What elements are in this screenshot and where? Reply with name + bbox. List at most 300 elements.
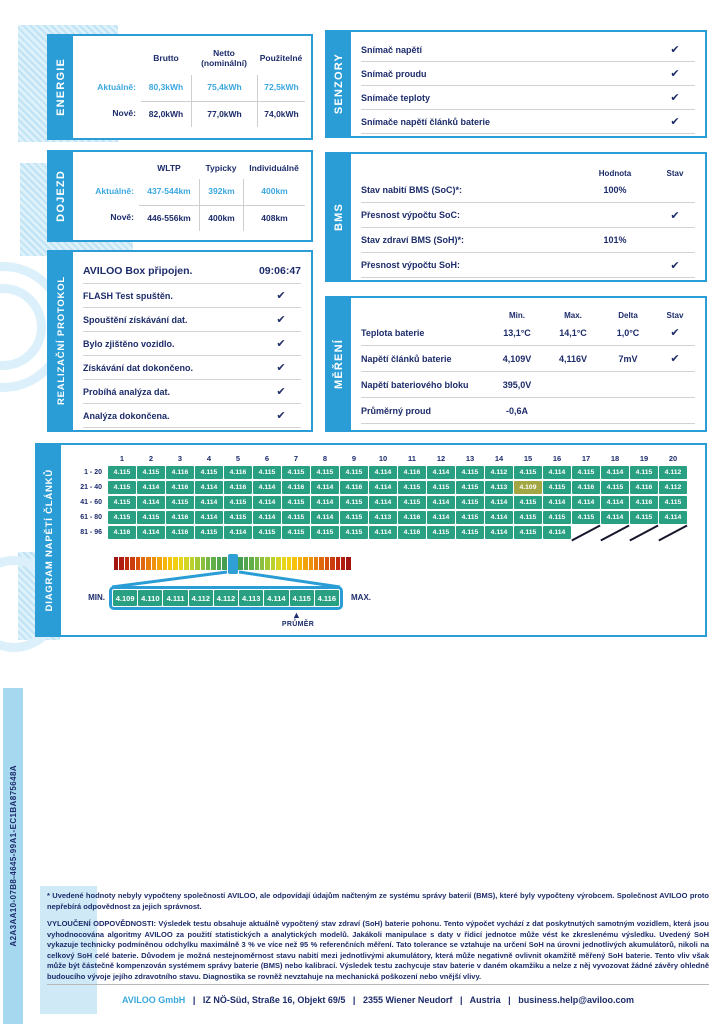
scale-segment	[114, 557, 118, 570]
scale-zoom-strip	[109, 586, 343, 610]
cell-voltage: 4.115	[340, 511, 368, 524]
protokol-step-label: Získávání dat dokončeno.	[83, 362, 194, 373]
cell-voltage: 4.115	[282, 466, 310, 479]
bms-row	[361, 203, 695, 228]
scale-zoom-value: 4.116	[315, 590, 339, 606]
bms-col-header: Hodnota	[598, 169, 632, 178]
protokol-step-label: Bylo zjištěno vozidlo.	[83, 338, 175, 349]
cell-voltage: 4.115	[514, 526, 542, 539]
panel-energie	[47, 34, 313, 140]
grid-col-header: 16	[552, 454, 562, 463]
cell-voltage: 4.113	[485, 481, 513, 494]
footer-divider: |	[508, 995, 511, 1005]
scale-segment	[249, 557, 253, 570]
energie-value: 72,5kWh	[257, 75, 305, 101]
grid-row-label: 61 - 80	[80, 514, 102, 521]
check-icon: ✔	[670, 259, 680, 272]
grid-col-header: 14	[494, 454, 504, 463]
cell-voltage: 4.116	[398, 466, 426, 479]
scale-segment	[152, 557, 156, 570]
footer-address-city: 2355 Wiener Neudorf	[362, 995, 453, 1005]
cell-voltage: 4.116	[166, 526, 194, 539]
report-id-bar	[3, 688, 23, 1024]
grid-col-header: 15	[523, 454, 533, 463]
scale-segment	[125, 557, 129, 570]
scale-segment	[336, 557, 340, 570]
check-icon: ✔	[276, 338, 286, 350]
grid-col-header: 7	[293, 454, 299, 463]
panel-mereni	[325, 296, 707, 432]
spacer	[83, 158, 139, 179]
scale-zoom-value: 4.110	[138, 590, 162, 606]
cell-voltage: 4.115	[340, 466, 368, 479]
check-icon: ✔	[276, 386, 286, 398]
cell-voltage: 4.114	[543, 496, 571, 509]
energie-value: 80,3kWh	[148, 82, 184, 93]
cell-voltage: 4.115	[224, 496, 252, 509]
cell-voltage: 4.115	[630, 466, 658, 479]
cell-voltage: 4.116	[630, 481, 658, 494]
panel-diagram-content	[61, 445, 705, 635]
footer-divider: |	[352, 995, 356, 1005]
dojezd-value: 392km	[199, 179, 243, 205]
cell-voltage: 4.115	[311, 466, 339, 479]
panel-protokol-content	[73, 252, 311, 430]
cell-voltage: 4.114	[427, 496, 455, 509]
cell-voltage: 4.116	[108, 526, 136, 539]
cell-voltage: 4.114	[485, 526, 513, 539]
cell-voltage: 4.115	[514, 466, 542, 479]
average-pointer-icon: ▲	[292, 610, 301, 620]
grid-col-header: 1	[119, 454, 125, 463]
bms-row	[361, 253, 695, 278]
cell-voltage: 4.114	[137, 496, 165, 509]
bms-row	[361, 178, 695, 203]
sensor-row	[361, 38, 695, 62]
scale-segment	[292, 557, 296, 570]
panel-energie-tab-label: ENERGIE	[55, 58, 67, 116]
dojezd-value: 408km	[243, 205, 305, 231]
mereni-row	[361, 320, 695, 346]
cell-voltage: 4.114	[137, 481, 165, 494]
cell-voltage: 4.115	[514, 496, 542, 509]
mereni-header-row	[361, 304, 695, 320]
bms-row	[361, 228, 695, 253]
cell-voltage: 4.115	[601, 481, 629, 494]
scale-segment	[179, 557, 183, 570]
bms-value: 100%	[603, 185, 627, 195]
cell-voltage: 4.114	[311, 496, 339, 509]
energie-col-header: Použitelné	[259, 52, 303, 63]
check-icon: ✔	[276, 314, 286, 326]
cell-voltage: 4.116	[224, 466, 252, 479]
footer	[47, 984, 709, 1005]
grid-row-label: 81 - 96	[80, 529, 102, 536]
cell-voltage: 4.115	[456, 511, 484, 524]
scale-segment	[325, 557, 329, 570]
cell-voltage: 4.116	[398, 511, 426, 524]
protokol-step-label: Spouštění získávání dat.	[83, 314, 188, 325]
cell-voltage: 4.114	[253, 511, 281, 524]
check-icon: ✔	[670, 68, 680, 80]
cell-voltage: 4.114	[601, 496, 629, 509]
protokol-row	[83, 356, 301, 380]
panel-mereni-tab-label: MĚŘENÍ	[333, 339, 345, 389]
protokol-row	[83, 380, 301, 404]
cell-voltage: 4.114	[311, 511, 339, 524]
cell-voltage: 4.115	[108, 481, 136, 494]
cell-voltage: 4.115	[108, 496, 136, 509]
mereni-row	[361, 372, 695, 398]
footer-country: Austria	[469, 995, 501, 1005]
bms-label: Přesnost výpočtu SoC:	[361, 210, 461, 220]
protokol-step-label: Probíhá analýza dat.	[83, 386, 171, 397]
cell-voltage: 4.116	[282, 481, 310, 494]
sensor-label: Snímač proudu	[361, 68, 427, 79]
cell-voltage: 4.115	[456, 496, 484, 509]
report-id-text: A2A3AA10-07B8-4645-99A1-EC1BA875648A	[8, 765, 18, 947]
cell-voltage: 4.115	[195, 526, 223, 539]
protokol-row	[83, 332, 301, 356]
cell-voltage: 4.115	[398, 481, 426, 494]
mereni-min: -0,6A	[505, 405, 528, 416]
dojezd-value: 400km	[199, 205, 243, 231]
dojezd-row-label: Aktuálně:	[95, 186, 134, 197]
cell-voltage: 4.115	[108, 511, 136, 524]
panel-diagram	[35, 443, 707, 637]
check-icon: ✔	[276, 362, 286, 374]
panel-energie-content	[73, 36, 311, 138]
scale-segment	[330, 557, 334, 570]
panel-dojezd-tab	[49, 152, 73, 240]
scale-segment	[163, 557, 167, 570]
footer-email-link[interactable]: business.help@aviloo.com	[518, 995, 635, 1005]
cell-voltage: 4.114	[224, 526, 252, 539]
energie-value: 74,0kWh	[257, 101, 305, 127]
sensor-row	[361, 86, 695, 110]
scale-segment	[314, 557, 318, 570]
cell-voltage: 4.116	[166, 481, 194, 494]
scale-zoom-value: 4.114	[264, 590, 288, 606]
scale-segment	[255, 557, 259, 570]
bms-header-row	[361, 160, 695, 178]
disclaimer-liability	[47, 919, 709, 982]
cell-voltage: 4.116	[630, 496, 658, 509]
no-cell-slash-icon	[572, 526, 600, 539]
scale-zoom-value: 4.112	[214, 590, 238, 606]
protokol-header-row	[83, 258, 301, 284]
check-icon: ✔	[670, 209, 680, 222]
cell-voltage: 4.114	[311, 481, 339, 494]
grid-col-header: 2	[148, 454, 154, 463]
cell-voltage: 4.115	[456, 466, 484, 479]
check-icon: ✔	[670, 327, 680, 339]
panel-senzory-tab-label: SENZORY	[333, 53, 345, 115]
grid-col-header: 4	[206, 454, 212, 463]
scale-segment	[130, 557, 134, 570]
cell-voltage: 4.114	[572, 496, 600, 509]
energie-value: 82,0kWh	[141, 101, 191, 127]
scale-segment	[211, 557, 215, 570]
no-cell-slash-icon	[630, 526, 658, 539]
cell-voltage: 4.116	[398, 526, 426, 539]
check-icon: ✔	[276, 290, 286, 302]
disclaimer-block	[47, 891, 709, 982]
dojezd-row-label: Nově:	[110, 212, 134, 223]
scale-segment	[173, 557, 177, 570]
scale-zoom-value: 4.112	[189, 590, 213, 606]
protokol-step-label: FLASH Test spuštěn.	[83, 290, 173, 301]
panel-protokol-tab-label: REALIZAČNÍ PROTOKOL	[55, 276, 67, 406]
grid-row-label: 41 - 60	[80, 499, 102, 506]
scale-segment	[157, 557, 161, 570]
mereni-min: 13,1°C	[503, 327, 531, 338]
disclaimer-note: * Uvedené hodnoty nebyly vypočteny společností AVILOO, ale odpovídají údajům načteným ze systému správy baterií (BMS), které byly vypočteny výrobcem. Společnost AVILOO proto nepřebírá odpovědnost za jejich správnost.	[47, 891, 709, 911]
sensor-label: Snímače teploty	[361, 92, 431, 103]
scale-segment	[298, 557, 302, 570]
scale-max-label: MAX.	[351, 593, 371, 602]
scale-segment	[206, 557, 210, 570]
voltage-grid	[63, 453, 697, 539]
panel-dojezd-tab-label: DOJEZD	[55, 170, 67, 222]
cell-voltage: 4.115	[282, 496, 310, 509]
cell-voltage: 4.114	[195, 496, 223, 509]
grid-col-header: 19	[639, 454, 649, 463]
scale-segment	[265, 557, 269, 570]
footer-divider: |	[459, 995, 463, 1005]
cell-voltage: 4.115	[543, 511, 571, 524]
panel-diagram-tab	[37, 445, 61, 635]
energie-col-header: Brutto	[153, 52, 179, 63]
bms-label: Stav nabití BMS (SoC)*:	[361, 185, 463, 195]
cell-voltage: 4.115	[137, 511, 165, 524]
mereni-row	[361, 398, 695, 424]
scale-segment	[260, 557, 264, 570]
dojezd-value: 446-556km	[139, 205, 199, 231]
cell-voltage: 4.114	[601, 511, 629, 524]
energie-value: 75,4kWh	[191, 75, 257, 101]
average-label: PRŮMĚR	[281, 621, 315, 628]
mereni-delta: 7mV	[618, 353, 638, 364]
panel-mereni-tab	[327, 298, 351, 430]
check-icon: ✔	[670, 44, 680, 56]
panel-diagram-tab-label: DIAGRAM NAPĚTÍ ČLÁNKŮ	[43, 468, 55, 612]
cell-voltage: 4.115	[253, 526, 281, 539]
dojezd-value: 437-544km	[147, 186, 191, 197]
bms-col-header: Stav	[666, 169, 684, 178]
cell-voltage: 4.114	[601, 466, 629, 479]
grid-col-header: 5	[235, 454, 241, 463]
panel-bms-tab-label: BMS	[333, 202, 345, 232]
footer-divider: |	[192, 995, 196, 1005]
cell-voltage: 4.115	[137, 466, 165, 479]
cell-voltage: 4.114	[195, 481, 223, 494]
grid-col-header: 10	[378, 454, 388, 463]
protokol-step-label: Analýza dokončena.	[83, 410, 170, 421]
cell-voltage: 4.112	[659, 466, 687, 479]
panel-protokol	[47, 250, 313, 432]
energie-row-label: Aktuálně:	[97, 82, 136, 93]
cell-voltage: 4.115	[253, 466, 281, 479]
disclaimer-liability-title: VYLOUČENÍ ODPOVĚDNOSTI:	[47, 919, 157, 928]
cell-voltage: 4.115	[630, 511, 658, 524]
panel-mereni-content	[351, 298, 705, 430]
cell-voltage: 4.116	[224, 481, 252, 494]
panel-dojezd-content	[73, 152, 311, 240]
cell-voltage: 4.114	[137, 526, 165, 539]
cell-voltage: 4.114	[369, 526, 397, 539]
scale-segment	[217, 557, 221, 570]
cell-voltage: 4.112	[485, 466, 513, 479]
cell-voltage: 4.112	[659, 481, 687, 494]
grid-col-header: 18	[610, 454, 620, 463]
scale-segment	[238, 557, 242, 570]
cell-voltage: 4.116	[572, 481, 600, 494]
energie-row-label: Nově:	[112, 108, 136, 119]
cell-voltage: 4.114	[369, 481, 397, 494]
mereni-col-header: Min.	[509, 311, 525, 320]
protokol-row	[83, 308, 301, 332]
mereni-max: 14,1°C	[559, 327, 587, 338]
mereni-col-header: Delta	[618, 311, 638, 320]
protokol-row	[83, 284, 301, 308]
check-icon: ✔	[670, 92, 680, 104]
energie-value: 77,0kWh	[191, 101, 257, 127]
scale-min-label: MIN.	[88, 593, 105, 602]
scale-segment	[141, 557, 145, 570]
cell-voltage: 4.115	[340, 496, 368, 509]
protokol-time: 09:06:47	[258, 264, 301, 277]
scale-segment	[341, 557, 345, 570]
sensor-label: Snímače napětí článků baterie	[361, 116, 491, 127]
dojezd-col-header: Individuálně	[249, 162, 299, 173]
footer-address-street: IZ NÖ-Süd, Straße 16, Objekt 69/5	[202, 995, 346, 1005]
grid-row-label: 1 - 20	[84, 469, 102, 476]
cell-voltage: 4.114	[485, 496, 513, 509]
cell-voltage: 4.115	[195, 466, 223, 479]
cell-voltage: 4.114	[543, 466, 571, 479]
cell-voltage: 4.115	[456, 481, 484, 494]
grid-col-header: 11	[408, 454, 416, 463]
dojezd-col-header: WLTP	[157, 162, 181, 173]
cell-voltage: 4.115	[427, 526, 455, 539]
cell-voltage: 4.114	[485, 511, 513, 524]
scale-segment	[244, 557, 248, 570]
mereni-label: Napětí bateriového bloku	[361, 379, 469, 390]
cell-voltage: 4.115	[311, 526, 339, 539]
cell-voltage: 4.115	[572, 466, 600, 479]
scale-segment	[222, 557, 226, 570]
cell-voltage: 4.114	[543, 526, 571, 539]
spacer	[83, 42, 141, 75]
footer-company: AVILOO GmbH	[121, 995, 186, 1005]
scale-segment	[146, 557, 150, 570]
scale-zoom-value: 4.113	[239, 590, 263, 606]
cell-voltage: 4.114	[427, 511, 455, 524]
dojezd-col-header: Typicky	[205, 162, 237, 173]
cell-voltage: 4.114	[195, 511, 223, 524]
cell-voltage: 4.116	[166, 511, 194, 524]
scale-segment	[309, 557, 313, 570]
scale-segment	[184, 557, 188, 570]
scale-segment	[271, 557, 275, 570]
mereni-col-header: Max.	[564, 311, 582, 320]
cell-voltage: 4.114	[659, 511, 687, 524]
cell-voltage: 4.116	[166, 466, 194, 479]
panel-bms-content	[351, 154, 705, 280]
grid-col-header: 9	[351, 454, 357, 463]
grid-col-header: 12	[436, 454, 446, 463]
sensor-row	[361, 62, 695, 86]
scale-marker-icon	[228, 554, 238, 574]
check-icon: ✔	[670, 116, 680, 128]
voltage-scale-bar	[114, 557, 351, 570]
mereni-min: 395,0V	[502, 379, 532, 390]
no-cell-slash-icon	[601, 526, 629, 539]
panel-senzory	[325, 30, 707, 138]
scale-segment	[201, 557, 205, 570]
scale-segment	[287, 557, 291, 570]
cell-voltage: 4.115	[543, 481, 571, 494]
cell-voltage: 4.115	[340, 526, 368, 539]
check-icon: ✔	[670, 353, 680, 365]
disclaimer-liability-body: Výsledek testu obsahuje aktuálně vypočtený stav zdraví (SoH) baterie pohonu. Tento výpočet vychází z dat poskytnutých samotným vozidlem, která jsou vyhodnocována algoritmy AVILOO za použití statistických a analytických modelů. Jakákoli manipulace s daty v řídicí jednotce může vést ke zkreslenému výsledku. Uvedený SoH vykazuje technicky podmíněnou odchylku maximálně 3 % ve více než 95 % referenčních měření. Tato tolerance se vztahuje na určení SoH na úrovni jednotlivých akumulátorů, nikoli na celkový SoH celé baterie. Důvodem je možná nestejnoměrnost stavu nabití mezi jednotlivými akumulátory, která může negativně ovlivnit okamžitě měřený SoH baterie. Tento vliv však může být částečně kompenzován systémem správy baterie (BMS) nebo kalibrací. Výsledek testu zachycuje stav baterie v daném okamžiku a nelze z něj vyvozovat žádné závěry ohledně budoucího vývoje jejího zdravotního stavu. Diagnostika se rovněž nevztahuje na mechanická poškození nebo vnější vlivy.	[47, 919, 709, 981]
grid-col-header: 13	[465, 454, 475, 463]
scale-segment	[282, 557, 286, 570]
cell-voltage: 4.109	[514, 481, 542, 494]
grid-col-header: 3	[177, 454, 183, 463]
energie-col-header: Netto (nominální)	[201, 48, 247, 68]
cell-voltage: 4.115	[224, 511, 252, 524]
grid-row-label: 21 - 40	[80, 484, 102, 491]
cell-voltage: 4.114	[369, 496, 397, 509]
scale-segment	[195, 557, 199, 570]
mereni-col-header: Stav	[666, 311, 684, 320]
panel-bms-tab	[327, 154, 351, 280]
cell-voltage: 4.115	[514, 511, 542, 524]
panel-bms	[325, 152, 707, 282]
mereni-label: Napětí článků baterie	[361, 353, 452, 364]
scale-segment	[119, 557, 123, 570]
panel-dojezd	[47, 150, 313, 242]
cell-voltage: 4.115	[282, 511, 310, 524]
panel-senzory-tab	[327, 32, 351, 136]
grid-col-header: 8	[322, 454, 328, 463]
cell-voltage: 4.114	[427, 466, 455, 479]
protokol-row	[83, 404, 301, 428]
mereni-delta: 1,0°C	[616, 327, 640, 338]
cell-voltage: 4.116	[340, 481, 368, 494]
cell-voltage: 4.115	[572, 511, 600, 524]
grid-corner	[63, 453, 107, 464]
sensor-row	[361, 110, 695, 134]
panel-protokol-tab	[49, 252, 73, 430]
cell-voltage: 4.115	[427, 481, 455, 494]
bms-label: Přesnost výpočtu SoH:	[361, 260, 461, 270]
dojezd-value: 400km	[243, 179, 305, 205]
sensor-label: Snímač napětí	[361, 44, 423, 55]
no-cell-slash-icon	[659, 526, 687, 539]
grid-col-header: 20	[668, 454, 678, 463]
mereni-max: 4,116V	[558, 353, 588, 364]
scale-segment	[190, 557, 194, 570]
cell-voltage: 4.115	[282, 526, 310, 539]
scale-segment	[136, 557, 140, 570]
panel-senzory-content	[351, 32, 705, 136]
grid-col-header: 17	[581, 454, 591, 463]
cell-voltage: 4.115	[166, 496, 194, 509]
scale-segment	[303, 557, 307, 570]
